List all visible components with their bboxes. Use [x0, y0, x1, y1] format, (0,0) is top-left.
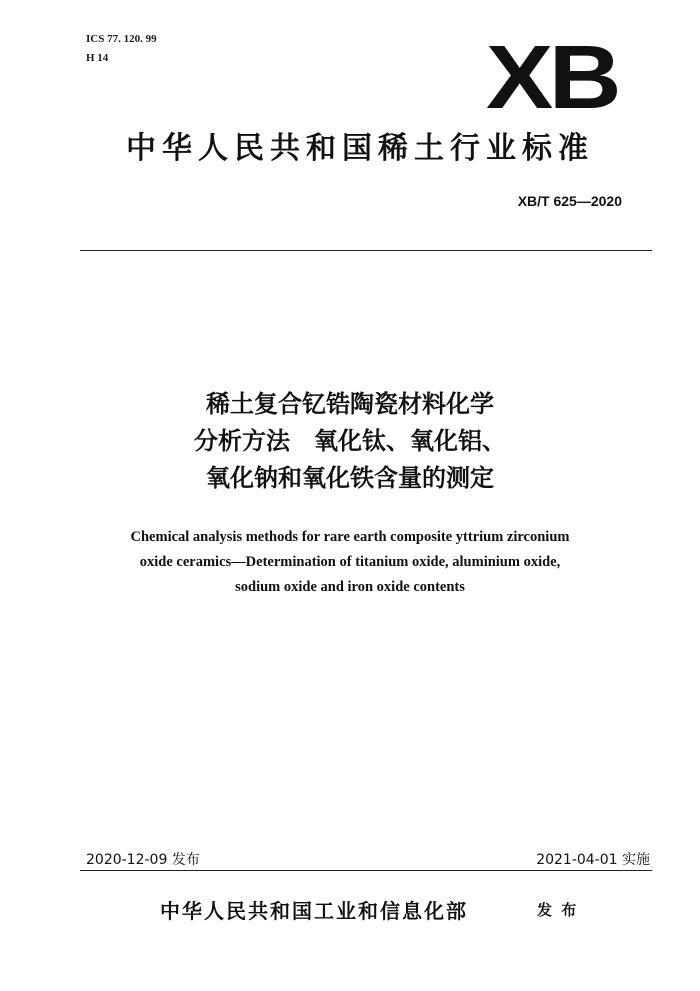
title-chinese [80, 386, 620, 497]
ccs-code: H 14 [86, 52, 109, 64]
issue-date: 2020-12-09 发布 [86, 852, 200, 868]
publisher: 中华人民共和国工业和信息化部 [160, 899, 468, 923]
title-cn-line-3: 氧化钠和氧化铁含量的测定 [206, 464, 494, 492]
ics-code: ICS 77. 120. 99 [86, 33, 157, 45]
title-en-line-3: sodium oxide and iron oxide contents [235, 579, 465, 595]
top-divider [80, 250, 652, 251]
xb-logo: XB [486, 28, 618, 128]
title-cn-line-1: 稀土复合钇锆陶瓷材料化学 [206, 390, 494, 418]
publish-label: 发 布 [537, 901, 579, 919]
title-english [70, 525, 630, 600]
standard-type: 中华人民共和国稀土行业标准 [126, 131, 594, 166]
title-cn-line-2: 分析方法 氧化钛、氧化铝、 [194, 427, 506, 455]
bottom-divider [80, 870, 652, 871]
implementation-date: 2021-04-01 实施 [536, 852, 650, 868]
classification-codes [86, 30, 157, 68]
title-en-line-1: Chemical analysis methods for rare earth composite yttrium zirconium [130, 529, 570, 545]
title-en-line-2: oxide ceramics—Determination of titanium oxide, aluminium oxide, [139, 554, 561, 570]
standard-number: XB/T 625—2020 [517, 193, 622, 209]
